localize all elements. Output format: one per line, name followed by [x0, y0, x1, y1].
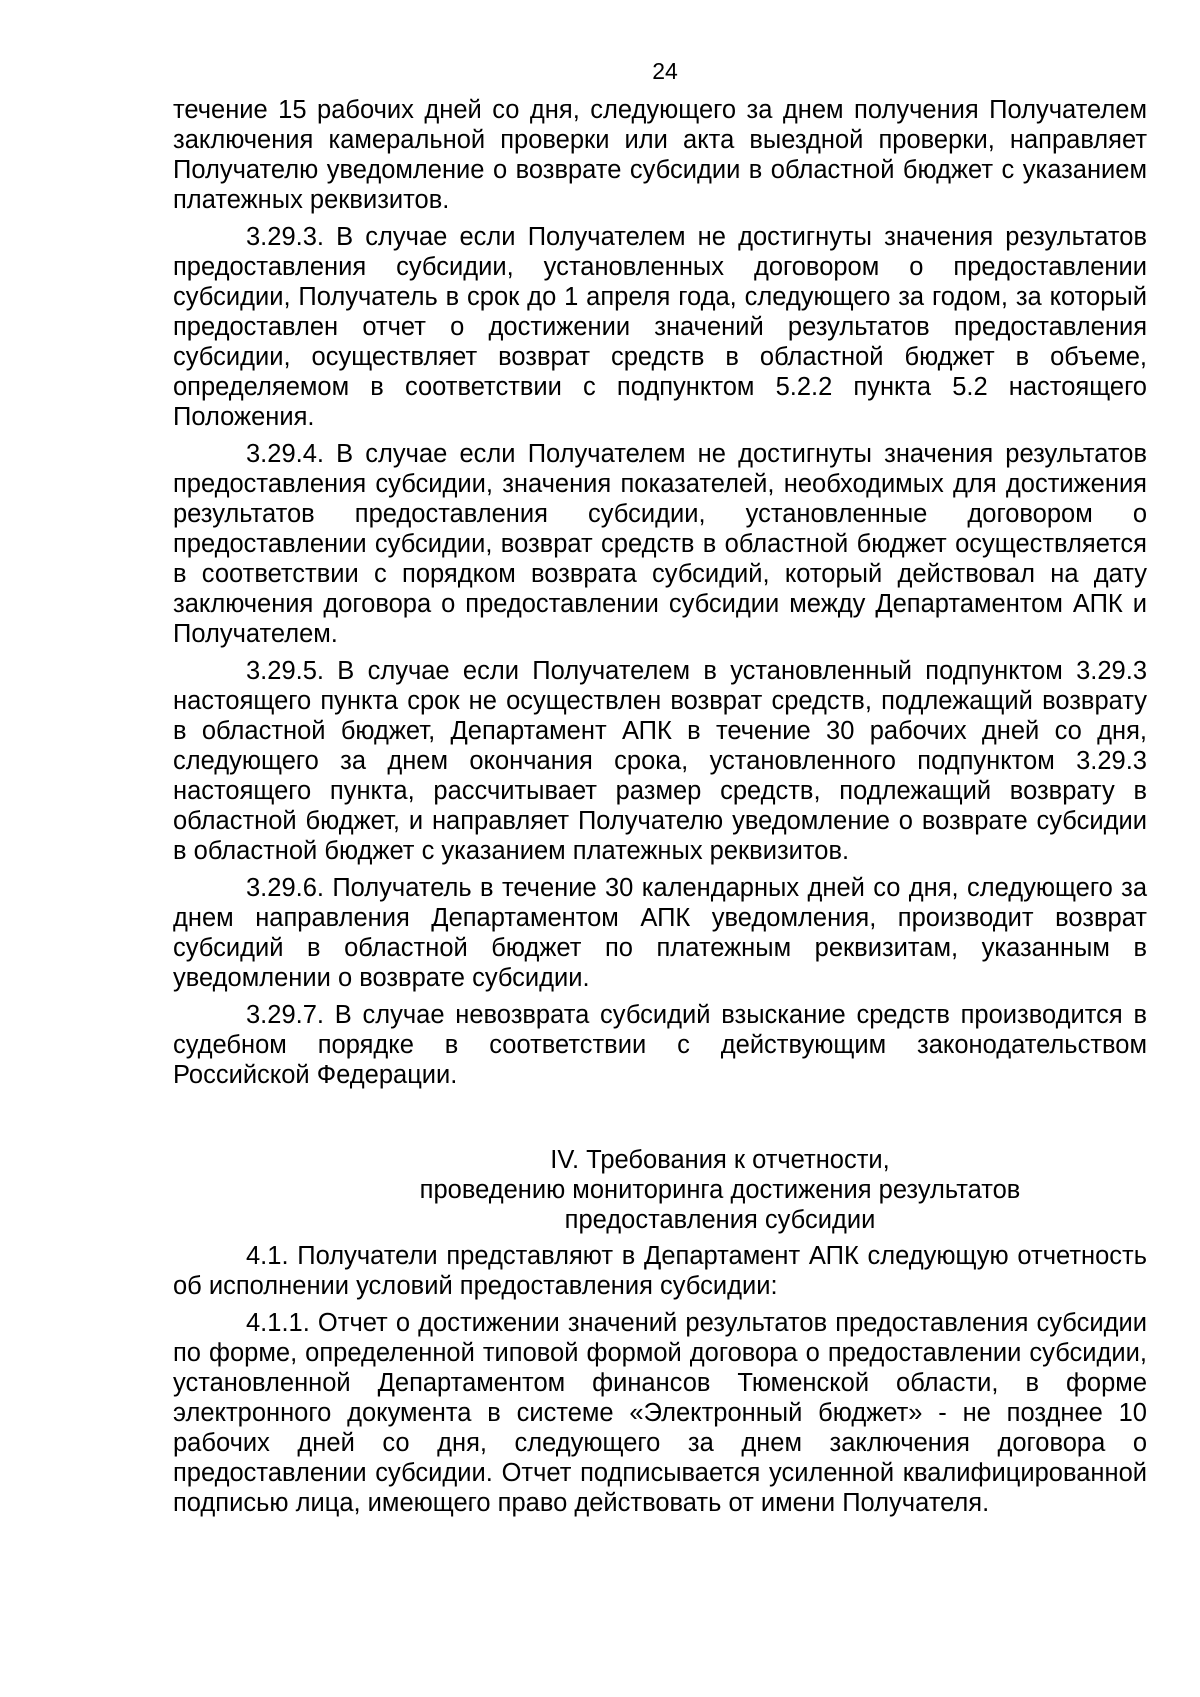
- paragraph-3-29-5: 3.29.5. В случае если Получателем в установленный подпунктом 3.29.3 настоящего пункта срок не осуществлен возврат средств, подлежащий возврату в областной бюджет, Департамент АПК в течение 30 рабочих дней со дня, следующего за днем окончания срока, установленного подпунктом 3.29.3 настоящего пункта, рассчитывает размер средств, подлежащий возврату в областной бюджет, и направляет Получателю уведомление о возврате субсидии в областной бюджет с указанием платежных реквизитов.: [173, 657, 1147, 865]
- section-heading-line-1: IV. Требования к отчетности,: [550, 1146, 890, 1174]
- section-heading-line-3: предоставления субсидии: [564, 1206, 876, 1234]
- document-page: [173, 55, 1147, 1525]
- paragraph-3-29-3: 3.29.3. В случае если Получателем не достигнуты значения результатов предоставления субсидии, установленных договором о предоставлении субсидии, Получатель в срок до 1 апреля года, следующего за годом, за который предоставлен отчет о достижении значений результатов предоставления субсидии, осуществляет возврат средств в областной бюджет в объеме, определяемом в соответствии с подпунктом 5.2.2 пункта 5.2 настоящего Положения.: [173, 223, 1147, 431]
- section-heading: [173, 1145, 1147, 1235]
- paragraph-3-29-4: 3.29.4. В случае если Получателем не достигнуты значения результатов предоставления субсидии, значения показателей, необходимых для достижения результатов предоставления субсидии, установленные договором о предоставлении субсидии, возврат средств в областной бюджет осуществляется в соответствии с порядком возврата субсидий, который действовал на дату заключения договора о предоставлении субсидии между Департаментом АПК и Получателем.: [173, 440, 1147, 648]
- paragraph-3-29-6: 3.29.6. Получатель в течение 30 календарных дней со дня, следующего за днем направления Департаментом АПК уведомления, производит возврат субсидий в областной бюджет по платежным реквизитам, указанным в уведомлении о возврате субсидии.: [173, 874, 1147, 992]
- page-number: 24: [652, 58, 678, 84]
- paragraph-4-1-1: 4.1.1. Отчет о достижении значений результатов предоставления субсидии по форме, определенной типовой формой договора о предоставлении субсидии, установленной Департаментом финансов Тюменской области, в форме электронного документа в системе «Электронный бюджет» - не позднее 10 рабочих дней со дня, следующего за днем заключения договора о предоставлении субсидии. Отчет подписывается усиленной квалифицированной подписью лица, имеющего право действовать от имени Получателя.: [173, 1309, 1147, 1517]
- section-heading-line-2: проведению мониторинга достижения результатов: [419, 1176, 1021, 1204]
- section-spacer: [173, 1097, 1147, 1145]
- paragraph-4-1: 4.1. Получатели представляют в Департамент АПК следующую отчетность об исполнении условий предоставления субсидии:: [173, 1242, 1147, 1300]
- paragraph-3-29-7: 3.29.7. В случае невозврата субсидий взыскание средств производится в судебном порядке в соответствии с действующим законодательством Российской Федерации.: [173, 1001, 1147, 1089]
- paragraph-continuation: течение 15 рабочих дней со дня, следующего за днем получения Получателем заключения камеральной проверки или акта выездной проверки, направляет Получателю уведомление о возврате субсидии в областной бюджет с указанием платежных реквизитов.: [173, 96, 1147, 214]
